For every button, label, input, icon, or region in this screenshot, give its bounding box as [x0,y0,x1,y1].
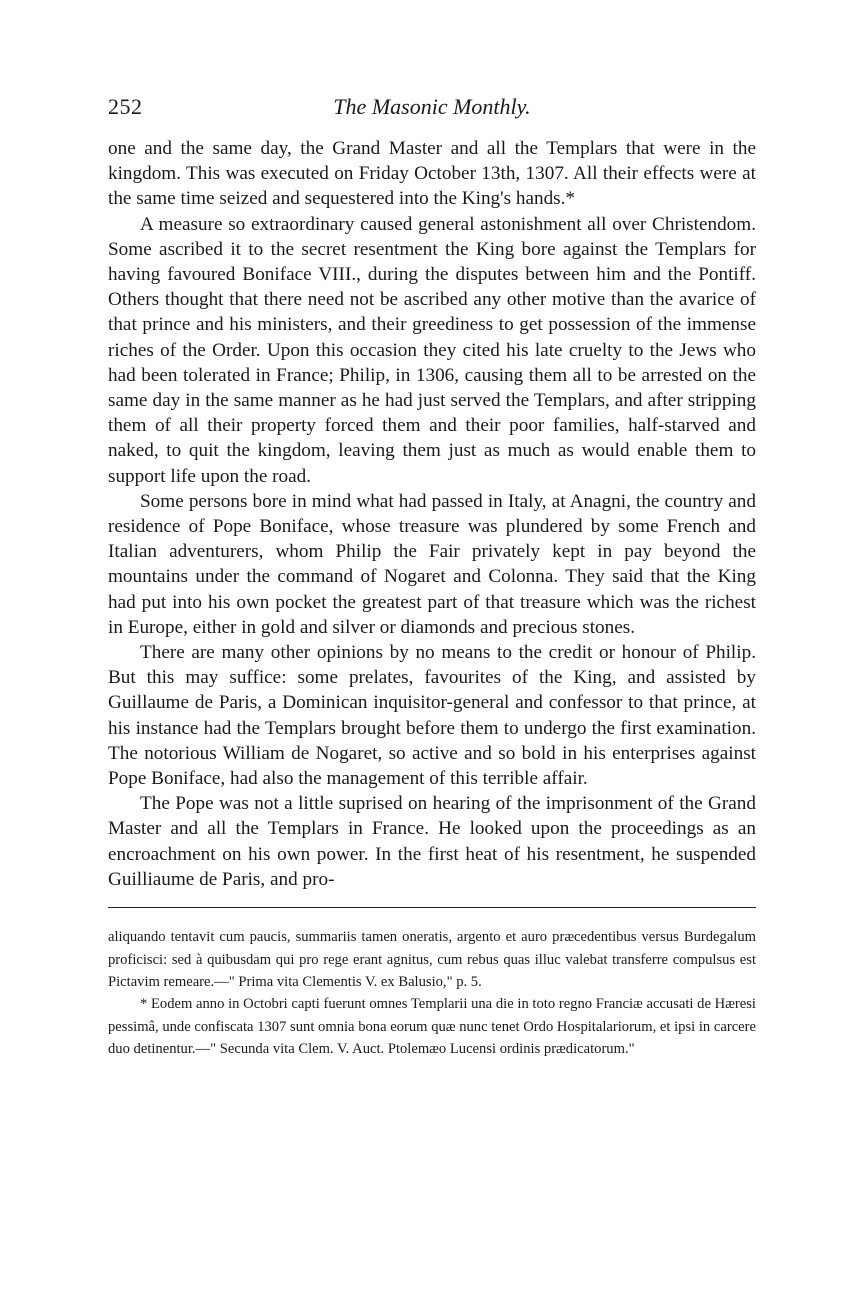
body-paragraph: The Pope was not a little suprised on hearing of the imprisonment of the Grand Master and all the Templars in France. He looked upon the proceedings as an encroachment on his own power. In the first heat of his resentment, he suspended Guilliaume de Paris, and pro- [108,793,756,890]
book-page [108,94,756,1061]
page-number: 252 [108,94,143,119]
body-paragraph: A measure so extraordinary caused general astonishment all over Christendom. Some ascribed it to the secret resentment the King bore against the Templars for having favoured Boniface VIII., during the disputes between him and the Pontiff. Others thought that there need not be ascribed any other motive than the avarice of that prince and his ministers, and their greediness to get possession of the immense riches of the Order. Upon this occasion they cited his late cruelty to the Jews who had been tolerated in France; Philip, in 1306, causing them all to be arrested on the same day in the same manner as he had just served the Templars, and after stripping them of all their property forced them and their poor families, half-starved and naked, to quit the kingdom, leaving them just as much as would enable them to support life upon the road. [108,213,756,487]
footnote-divider [108,907,756,908]
page-header [108,94,756,124]
main-text [108,136,756,892]
footnotes [108,926,756,1060]
body-paragraph: There are many other opinions by no means to the credit or honour of Philip. But this may suffice: some prelates, favourites of the King, and assisted by Guillaume de Paris, a Dominican inquisitor-general and confessor to that prince, at his instance had the Templars brought before them to undergo the first examination. The notorious William de Nogaret, so active and so bold in his enterprises against Pope Boniface, had also the management of this terrible affair. [108,642,756,790]
running-title: The Masonic Monthly. [333,94,531,119]
body-paragraph-continued: one and the same day, the Grand Master and all the Templars that were in the kingdom. This was executed on Friday October 13th, 1307. All their effects were at the same time seized and sequestered into the King's hands.* [108,138,756,210]
footnote: * Eodem anno in Octobri capti fuerunt omnes Templarii una die in toto regno Franciæ accusati de Hæresi pessimâ, unde confiscata 1307 sunt omnia bona eorum quæ nunc tenet Ordo Hospitalariorum, et ipsi in carcere duo detinentur.—" Secunda vita Clem. V. Auct. Ptolemæo Lucensi ordinis prædicatorum." [108,996,756,1058]
body-paragraph: Some persons bore in mind what had passed in Italy, at Anagni, the country and residence of Pope Boniface, whose treasure was plundered by some French and Italian adventurers, whom Philip the Fair privately kept in pay beyond the mountains under the command of Nogaret and Colonna. They said that the King had put into his own pocket the greatest part of that treasure which was the richest in Europe, either in gold and silver or diamonds and precious stones. [108,490,756,638]
footnote-continued: aliquando tentavit cum paucis, summariis tamen oneratis, argento et auro præcedentibus versus Burdegalum proficisci: sed à quibusdam qui pro rege erant agnitus, cum rebus quas illuc valebat transferre compulsus est Pictavim remeare.—" Prima vita Clementis V. ex Balusio," p. 5. [108,929,756,990]
